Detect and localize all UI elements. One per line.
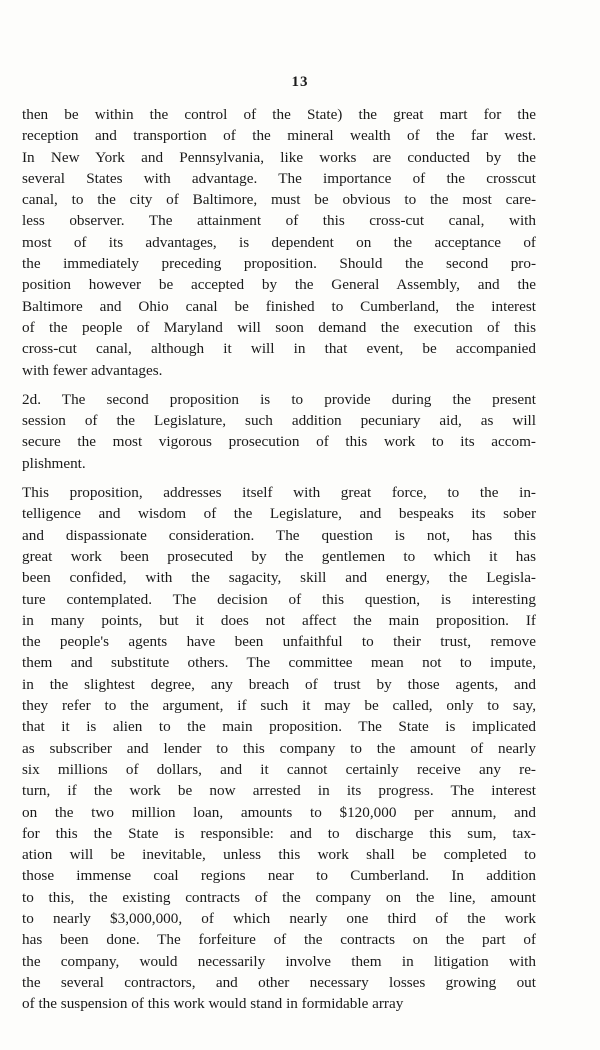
text-line: and dispassionate consideration. The question is not, has this: [22, 526, 536, 544]
text-line: most of its advantages, is dependent on the acceptance of: [22, 233, 536, 251]
text-line: they refer to the argument, if such it may be called, only to say,: [22, 697, 536, 715]
text-line: has been done. The forfeiture of the contracts on the part of: [22, 931, 536, 949]
paragraph-gap: [22, 474, 536, 482]
text-line: the several contractors, and other necessary losses growing out: [22, 973, 536, 991]
text-line: secure the most vigorous prosecution of this work to its accom-: [22, 433, 536, 451]
text-line: to nearly $3,000,000, of which nearly one third of the work: [22, 909, 536, 927]
text-line: plishment.: [22, 454, 86, 472]
text-line: ation will be inevitable, unless this work shall be completed to: [22, 846, 536, 864]
text-line: several States with advantage. The importance of the crosscut: [22, 169, 536, 187]
text-line: great work been prosecuted by the gentlemen to which it has: [22, 547, 536, 565]
text-line: In New York and Pennsylvania, like works are conducted by the: [22, 148, 536, 166]
text-line: in the slightest degree, any breach of trust by those agents, and: [22, 675, 536, 693]
text-line: position however be accepted by the General Assembly, and the: [22, 276, 536, 294]
text-line: to this, the existing contracts of the company on the line, amount: [22, 888, 536, 906]
text-line: This proposition, addresses itself with great force, to the in-: [22, 484, 536, 502]
text-line: canal, to the city of Baltimore, must be obvious to the most care-: [22, 191, 536, 209]
text-line: turn, if the work be now arrested in its progress. The interest: [22, 782, 536, 800]
text-line: then be within the control of the State) the great mart for the: [22, 106, 536, 123]
text-line: of the people of Maryland will soon demand the execution of this: [22, 318, 536, 336]
text-line: session of the Legislature, such addition pecuniary aid, as will: [22, 412, 536, 430]
text-line: with fewer advantages.: [22, 361, 163, 379]
text-line: less observer. The attainment of this cross-cut canal, with: [22, 212, 536, 230]
text-line: six millions of dollars, and it cannot certainly receive any re-: [22, 760, 536, 778]
text-line: that it is alien to the main proposition. The State is implicated: [22, 718, 536, 736]
text-line: telligence and wisdom of the Legislature, and bespeaks its sober: [22, 505, 536, 523]
paragraph: [22, 482, 536, 1014]
page-number: 13: [291, 74, 309, 90]
text-line: those immense coal regions near to Cumberland. In addition: [22, 867, 536, 885]
text-line: reception and transportion of the mineral wealth of the far west.: [22, 127, 536, 145]
text-line: on the two million loan, amounts to $120,000 per annum, and: [22, 803, 536, 821]
paragraph: [22, 104, 536, 381]
text-line: Baltimore and Ohio canal be finished to Cumberland, the interest: [22, 297, 536, 315]
text-line: the company, would necessarily involve them in litigation with: [22, 952, 536, 970]
text-line: for this the State is responsible: and to discharge this sum, tax-: [22, 824, 536, 842]
text-line: been confided, with the sagacity, skill and energy, the Legisla-: [22, 569, 536, 587]
text-line: the people's agents have been unfaithful to their trust, remove: [22, 633, 536, 651]
paragraph: [22, 389, 536, 474]
paragraph-gap: [22, 381, 536, 389]
text-line: the immediately preceding proposition. Should the second pro-: [22, 255, 536, 273]
text-line: of the suspension of this work would stand in formidable array: [22, 995, 404, 1013]
text-line: cross-cut canal, although it will in that event, be accompanied: [22, 340, 536, 358]
text-line: as subscriber and lender to this company to the amount of nearly: [22, 739, 536, 757]
text-line: them and substitute others. The committee mean not to impute,: [22, 654, 536, 672]
body-text: [22, 104, 536, 1014]
text-line: 2d. The second proposition is to provide during the present: [22, 390, 536, 408]
text-line: ture contemplated. The decision of this question, is interesting: [22, 590, 536, 608]
text-line: in many points, but it does not affect the main proposition. If: [22, 611, 536, 629]
